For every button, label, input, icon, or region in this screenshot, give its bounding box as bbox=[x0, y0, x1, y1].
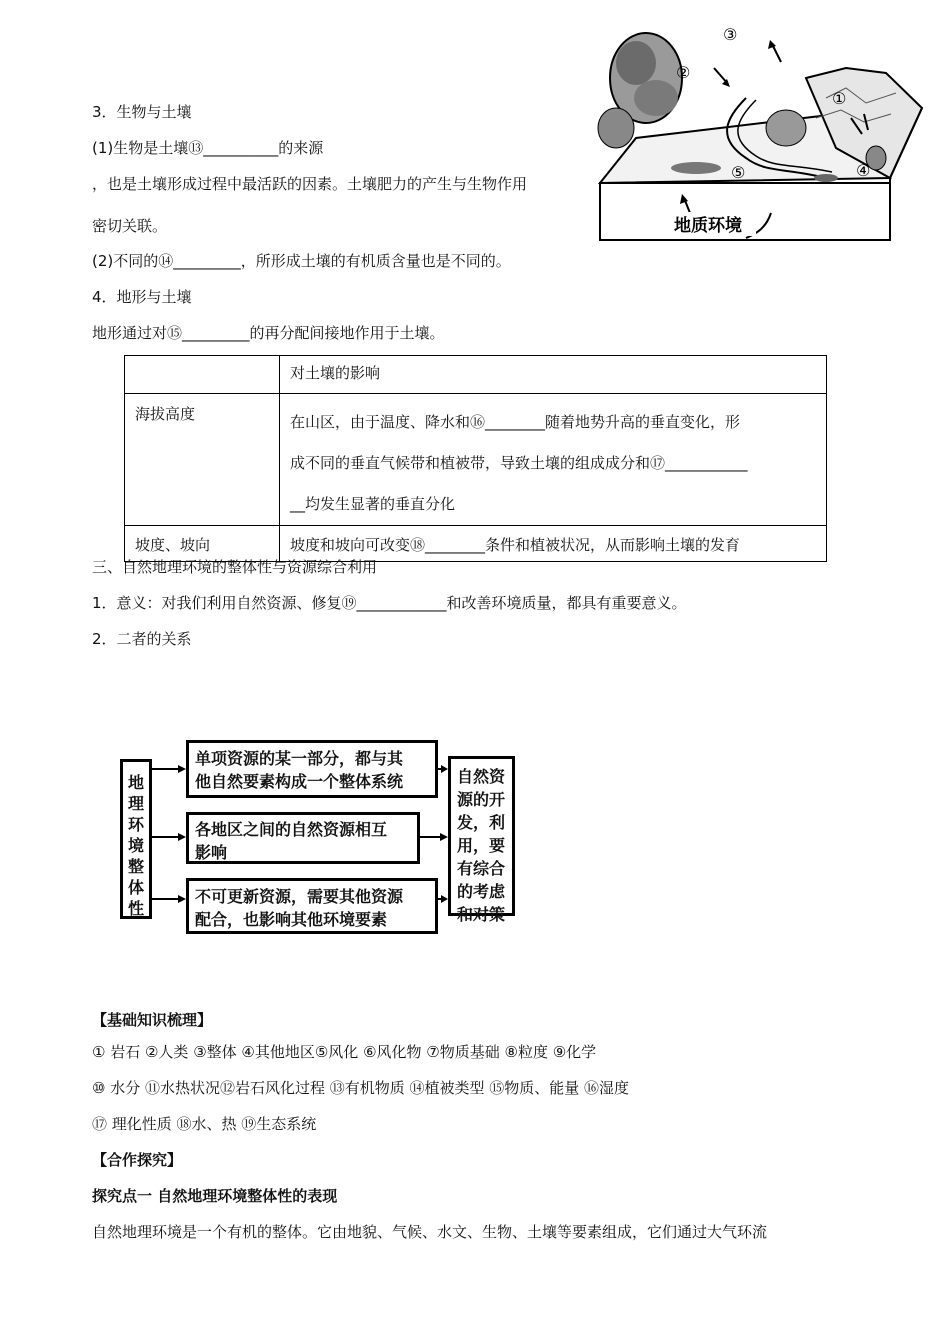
holism-char: 境 bbox=[127, 836, 144, 855]
section4-heading: 4．地形与土壤 bbox=[92, 288, 192, 306]
diagram-box-c bbox=[186, 878, 438, 934]
box-a-line: 他自然要素构成一个整体系统 bbox=[195, 772, 404, 791]
resource-line: 自然资 bbox=[457, 767, 506, 786]
box-b-line: 影响 bbox=[195, 843, 228, 862]
table-cell-name: 坡度、坡向 bbox=[125, 526, 280, 562]
resource-use-box bbox=[448, 756, 515, 924]
resource-line: 的考虑 bbox=[457, 882, 506, 901]
table-cell-name: 海拔高度 bbox=[125, 394, 280, 526]
table-cell-line: 成不同的垂直气候带和植被带，导致土壤的组成成分和⑰___________ bbox=[290, 454, 748, 472]
coop-subheading: 探究点一 自然地理环境整体性的表现 bbox=[92, 1187, 338, 1205]
section4-p1: 地形通过对⑮_________的再分配间接地作用于土壤。 bbox=[92, 324, 445, 342]
relationship-diagram bbox=[116, 734, 526, 934]
part3-heading: 三、自然地理环境的整体性与资源综合利用 bbox=[92, 558, 378, 576]
answers-line3: ⑰ 理化性质 ⑱水、热 ⑲生态系统 bbox=[92, 1115, 317, 1133]
mark-2: ② bbox=[676, 63, 691, 82]
resource-line: 用，要 bbox=[457, 836, 506, 855]
holism-char: 性 bbox=[127, 899, 144, 918]
answers-line1: ① 岩石 ②人类 ③整体 ④其他地区⑤风化 ⑥风化物 ⑦物质基础 ⑧粒度 ⑨化学 bbox=[92, 1043, 597, 1061]
resource-line: 有综合 bbox=[457, 859, 506, 878]
figure-label: 地质环境 bbox=[674, 216, 742, 236]
section3-p3: 密切关联。 bbox=[92, 217, 168, 235]
table-header-cell bbox=[125, 356, 280, 394]
terrain-soil-table bbox=[124, 355, 827, 562]
section3-heading: 3．生物与土壤 bbox=[92, 103, 192, 121]
answers-heading: 【基础知识梳理】 bbox=[92, 1011, 213, 1029]
table-row bbox=[125, 394, 827, 526]
holism-char: 整 bbox=[127, 857, 144, 876]
box-a-line: 单项资源的某一部分，都与其 bbox=[195, 749, 404, 768]
part3-p2: 2．二者的关系 bbox=[92, 630, 192, 648]
coop-paragraph: 自然地理环境是一个有机的整体。它由地貌、气候、水文、生物、土壤等要素组成，它们通过大气环流 bbox=[92, 1223, 768, 1241]
table-cell-line: 在山区，由于温度、降水和⑯________随着地势升高的垂直变化，形 bbox=[290, 413, 741, 431]
mark-1: ① bbox=[832, 89, 847, 108]
table-header-row bbox=[125, 356, 827, 394]
holism-char: 理 bbox=[127, 794, 144, 813]
section3-p4: (2)不同的⑭_________，所形成土壤的有机质含量也是不同的。 bbox=[92, 252, 511, 270]
box-c-line: 不可更新资源，需要其他资源 bbox=[195, 887, 404, 906]
resource-line: 源的开 bbox=[457, 790, 506, 809]
section3-p1: (1)生物是土壤⑬__________的来源 bbox=[92, 139, 324, 157]
diagram-box-a bbox=[186, 740, 438, 798]
mark-4: ④ bbox=[856, 161, 871, 180]
answers-line2: ⑩ 水分 ⑪水热状况⑫岩石风化过程 ⑬有机物质 ⑭植被类型 ⑮物质、能量 ⑯湿度 bbox=[92, 1079, 630, 1097]
part3-p1: 1．意义：对我们利用自然资源、修复⑲____________和改善环境质量，都具有重要意义。 bbox=[92, 594, 687, 612]
holism-char: 环 bbox=[127, 815, 144, 834]
mark-5: ⑤ bbox=[731, 163, 746, 182]
resource-line: 发，利 bbox=[457, 813, 506, 832]
table-cell-effect: 坡度和坡向可改变⑱________条件和植被状况，从而影响土壤的发育 bbox=[280, 526, 827, 562]
table-cell-line: __均发生显著的垂直分化 bbox=[290, 495, 456, 513]
coop-heading: 【合作探究】 bbox=[92, 1151, 183, 1169]
holism-char: 地 bbox=[127, 773, 144, 792]
box-c-line: 配合，也影响其他环境要素 bbox=[195, 910, 388, 929]
section3-p2: ，也是土壤形成过程中最活跃的因素。土壤肥力的产生与生物作用 bbox=[92, 175, 528, 193]
holism-box bbox=[120, 759, 152, 919]
resource-line: 和对策 bbox=[457, 905, 506, 924]
table-header-cell: 对土壤的影响 bbox=[280, 356, 827, 394]
mark-3: ③ bbox=[723, 25, 738, 44]
box-b-line: 各地区之间的自然资源相互 bbox=[195, 820, 388, 839]
diagram-box-b bbox=[186, 812, 420, 864]
table-cell-effect bbox=[280, 394, 827, 526]
holism-char: 体 bbox=[127, 878, 144, 897]
landscape-illustration bbox=[596, 18, 926, 244]
